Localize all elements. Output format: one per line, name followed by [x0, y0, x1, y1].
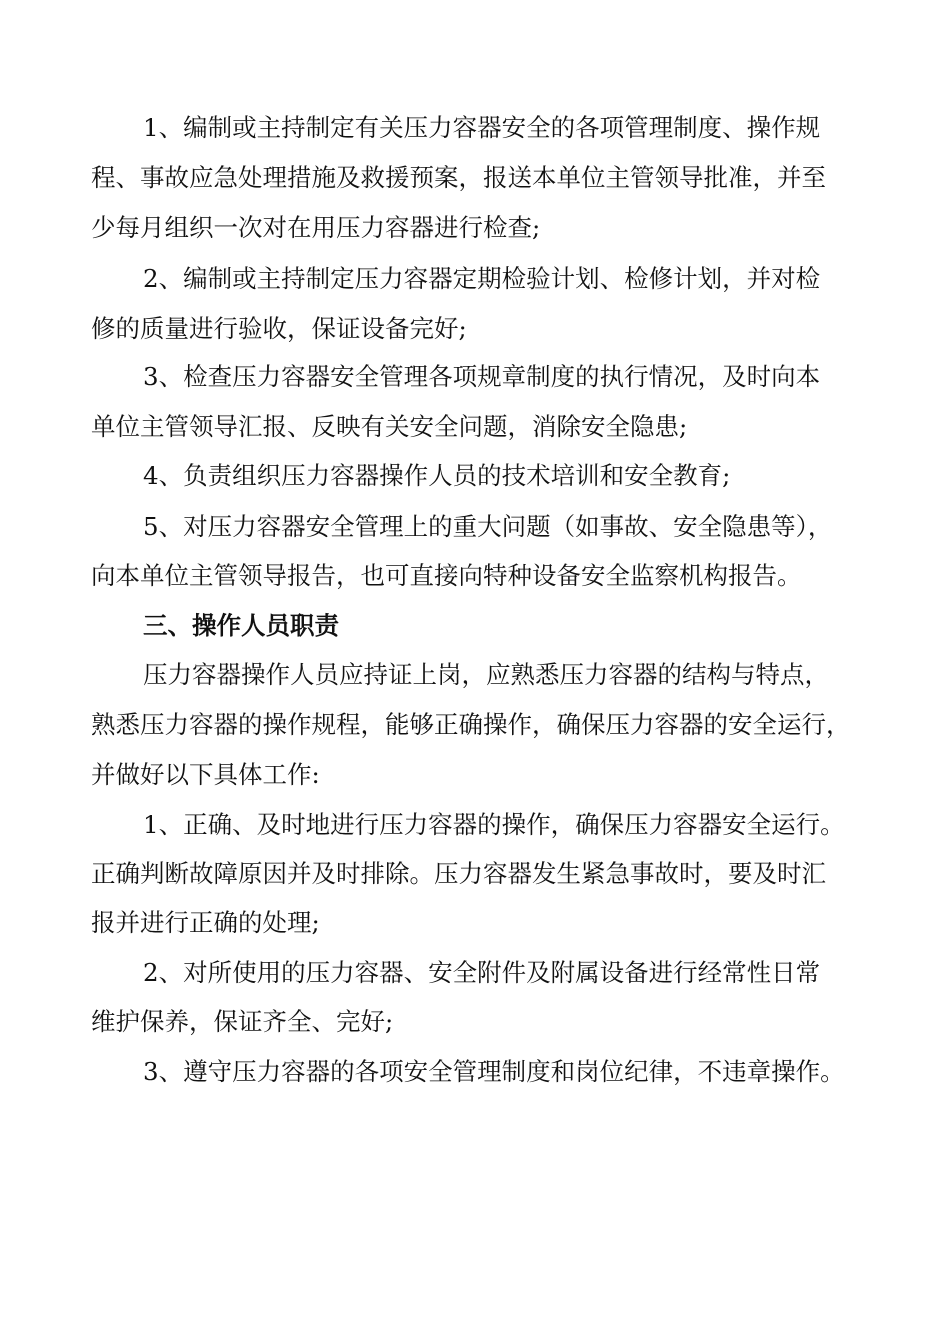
paragraph-line: 2、对所使用的压力容器、安全附件及附属设备进行经常性日常: [143, 958, 821, 987]
section-heading: 三、操作人员职责: [143, 611, 339, 640]
paragraph-line: 3、检查压力容器安全管理各项规章制度的执行情况，及时向本: [143, 362, 821, 391]
paragraph-line: 报并进行正确的处理;: [91, 908, 320, 937]
paragraph-line: 向本单位主管领导报告，也可直接向特种设备安全监察机构报告。: [91, 561, 802, 590]
paragraph-line: 4、负责组织压力容器操作人员的技术培训和安全教育;: [143, 461, 731, 490]
paragraph-line: 程、事故应急处理措施及救援预案，报送本单位主管领导批准，并至: [91, 163, 826, 192]
paragraph-line: 3、遵守压力容器的各项安全管理制度和岗位纪律，不违章操作。: [143, 1057, 845, 1086]
paragraph-line: 压力容器操作人员应持证上岗，应熟悉压力容器的结构与特点，: [143, 660, 829, 689]
paragraph-line: 修的质量进行验收，保证设备完好;: [91, 314, 467, 343]
paragraph-line: 1、正确、及时地进行压力容器的操作，确保压力容器安全运行。: [143, 810, 845, 839]
paragraph-line: 少每月组织一次对在用压力容器进行检查;: [91, 213, 541, 242]
paragraph-line: 并做好以下具体工作:: [91, 760, 320, 789]
paragraph-line: 5、对压力容器安全管理上的重大问题（如事故、安全隐患等），: [143, 512, 833, 541]
paragraph-line: 维护保养，保证齐全、完好;: [91, 1007, 394, 1036]
paragraph-line: 正确判断故障原因并及时排除。压力容器发生紧急事故时，要及时汇: [91, 859, 826, 888]
paragraph-line: 熟悉压力容器的操作规程，能够正确操作，确保压力容器的安全运行，: [91, 710, 851, 739]
paragraph-line: 1、编制或主持制定有关压力容器安全的各项管理制度、操作规: [143, 113, 821, 142]
paragraph-line: 单位主管领导汇报、反映有关安全问题，消除安全隐患;: [91, 412, 688, 441]
paragraph-line: 2、编制或主持制定压力容器定期检验计划、检修计划，并对检: [143, 264, 821, 293]
